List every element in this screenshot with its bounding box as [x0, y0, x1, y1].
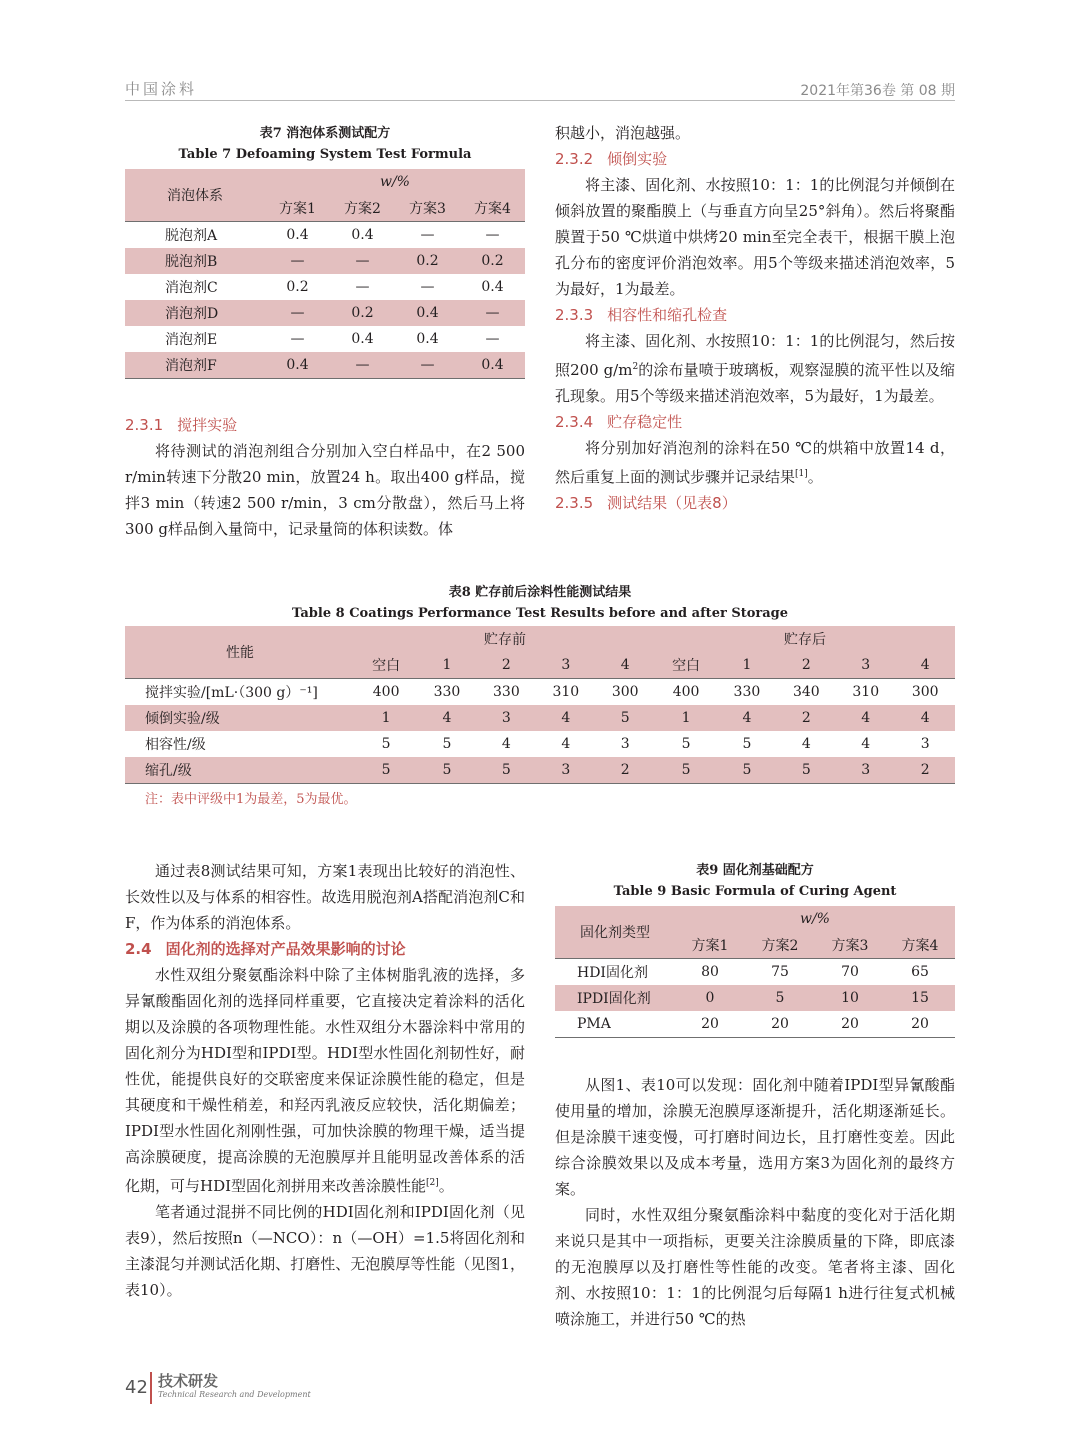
table8-group-after: 贮存后 [655, 626, 955, 652]
paragraph: 同时，水性双组分聚氨酯涂料中黏度的变化对于活化期来说只是其中一项指标，更要关注涂膜质量的下降，即底漆的无泡膜厚以及打磨性等性能的改变。笔者将主漆、固化剂、水按照10：1：1的比例混匀后每隔1 h进行往复式机械喷涂施工，并进行50 ℃的热 [555, 1206, 955, 1328]
table8-cell: 340 [792, 684, 820, 700]
table-row [125, 731, 955, 757]
table7-cell: — [265, 300, 330, 326]
section-title: 倾倒实验 [607, 150, 668, 168]
table9-row-label: IPDI固化剂 [555, 985, 675, 1011]
table-row [125, 248, 525, 274]
table7-row-label: 消泡剂D [125, 300, 265, 326]
table7-title-cn: 表7 消泡体系测试配方 [259, 126, 391, 141]
table9-col: 方案1 [675, 932, 745, 959]
table-row [125, 757, 955, 784]
table7-cell: 0.4 [351, 227, 374, 243]
section-2-3-5 [555, 490, 955, 516]
table7-cell: 0.2 [460, 248, 525, 274]
table8-note: 注：表中评级中1为最差，5为最优。 [145, 792, 357, 807]
footer-section-en: Technical Research and Development [158, 1390, 311, 1399]
table7-cell: 0.4 [460, 352, 525, 379]
footer-section-cn: 技术研发 [158, 1372, 219, 1390]
table8-cell: 5 [777, 757, 836, 784]
table-row [125, 274, 525, 300]
table8-cell: 4 [861, 736, 871, 752]
table9-block [555, 860, 955, 1038]
table8-row-header: 性能 [125, 626, 355, 679]
table7-cell: — [290, 331, 305, 347]
section-title: 贮存稳定性 [607, 413, 683, 431]
table8-cell: 4 [717, 705, 776, 731]
table7-col: 方案4 [460, 195, 525, 222]
section-number: 2.3.4 [555, 413, 594, 431]
table8-subcol: 3 [836, 652, 895, 679]
table7-title-en: Table 7 Defoaming System Test Formula [178, 147, 472, 162]
table7-cell: 0.4 [265, 352, 330, 379]
section-2-3-3 [555, 302, 955, 328]
table9-cell: 0 [675, 985, 745, 1011]
table-row [125, 705, 955, 731]
table9-cell: 65 [911, 964, 929, 980]
table8-cell: 2 [895, 757, 955, 784]
table8-block [125, 582, 955, 807]
table8-cell: 3 [536, 757, 595, 784]
table9-cell: 5 [745, 985, 815, 1011]
footer-divider [150, 1372, 152, 1404]
paragraph: 笔者通过混拼不同比例的HDI固化剂和IPDI固化剂（见表9），然后按照n（—NCO）：n（—OH）=1.5将固化剂和主漆混匀并测试活化期、打磨性、无泡膜厚等性能（见图1，表10）。 [125, 1203, 525, 1299]
table7-cell: — [485, 227, 500, 243]
section-title: 测试结果（见表8） [607, 494, 737, 512]
table8-cell: 5 [681, 736, 691, 752]
table7-cell: — [485, 331, 500, 347]
table8-cell: 300 [911, 684, 939, 700]
table8-cell: 330 [433, 684, 461, 700]
paragraph: 将主漆、固化剂、水按照10：1：1的比例混匀并倾倒在倾斜放置的聚酯膜上（与垂直方向呈25°斜角）。然后将聚酯膜置于50 ℃烘道中烘烤20 min至完全表干，根据干膜上泡孔分布的密度评价消泡效率。用5个等级来描述消泡效率，5为最好，1为最差。 [555, 176, 955, 298]
table9-col: 方案2 [745, 932, 815, 959]
issue-info: 2021年第36卷 第 08 期 [800, 83, 955, 99]
table7-row-label: 消泡剂E [165, 332, 218, 348]
table8-cell: 1 [655, 705, 717, 731]
section-2-3-2 [555, 146, 955, 172]
paragraph [555, 435, 955, 490]
table7-row-header: 消泡体系 [125, 169, 265, 222]
table7-block [125, 123, 525, 379]
table8-cell: 5 [717, 757, 776, 784]
paragraph: 积越小，消泡越强。 [555, 124, 691, 142]
text-run: 将主漆、固化剂、水按照10：1：1的比例混匀，然后按照200 g/m [555, 332, 955, 379]
table8-title-cn: 表8 贮存前后涂料性能测试结果 [448, 585, 632, 600]
text-run: 。 [438, 1177, 454, 1195]
table7-col: 方案3 [395, 195, 460, 222]
section-title: 搅拌实验 [177, 416, 238, 434]
table8-cell: 400 [672, 684, 700, 700]
table8-subcol: 2 [477, 652, 536, 679]
table7-cell: 0.2 [395, 248, 460, 274]
table7-row-label: 消泡剂F [125, 352, 265, 379]
table8-cell: 310 [852, 684, 880, 700]
table9-cell: 75 [771, 964, 789, 980]
table8-title-en: Table 8 Coatings Performance Test Results before and after Storage [291, 606, 789, 621]
table9-title-en: Table 9 Basic Formula of Curing Agent [613, 884, 897, 899]
section-number: 2.3.1 [125, 416, 164, 434]
table8-cell: 300 [611, 684, 639, 700]
paragraph: 从图1、表10可以发现：固化剂中随着IPDI型异氰酸酯使用量的增加，涂膜无泡膜厚逐渐提升，活化期逐渐延长。但是涂膜干速变慢，可打磨时间边长，且打磨性变差。因此综合涂膜效果以及成本考量，选用方案3为固化剂的最终方案。 [555, 1076, 955, 1198]
table8-subcol: 4 [596, 652, 655, 679]
text-run: 水性双组分聚氨酯涂料中除了主体树脂乳液的选择，多异氰酸酯固化剂的选择同样重要，它直接决定着涂料的活化期以及涂膜的各项物理性能。水性双组分木器涂料中常用的固化剂分为HDI型和IPDI型。HDI型水性固化剂韧性好，耐性优，能提供良好的交联密度来保证涂膜性能的稳定，但是其硬度和干燥性稍差，和羟丙乳液反应较快，活化期偏差；IPDI型水性固化剂刚性强，可加快涂膜的物理干燥，适当提高涂膜硬度，提高涂膜的无泡膜厚并且能明显改善体系的活化期，可与HDI型固化剂拼用来改善涂膜性能 [125, 966, 525, 1195]
table9-cell: 15 [885, 985, 955, 1011]
table9-row-label: HDI固化剂 [577, 965, 648, 981]
table8-cell: 5 [477, 757, 536, 784]
table8-row-label: 缩孔/级 [125, 757, 355, 784]
table7-cell: — [355, 279, 370, 295]
table7-row-label: 脱泡剂B [125, 248, 265, 274]
table8-cell: 330 [733, 684, 761, 700]
table-row [555, 959, 955, 986]
table9-cell: 20 [771, 1016, 789, 1032]
journal-name: 中国涂料 [125, 80, 198, 98]
table7-cell: 0.2 [286, 279, 309, 295]
table8-subcol: 空白 [355, 652, 417, 679]
table7-cell: — [330, 248, 395, 274]
section-number: 2.4 [125, 940, 152, 958]
table8 [125, 626, 955, 784]
section-2-3-4 [555, 409, 955, 435]
header-rule [125, 100, 955, 101]
table8-row-label: 相容性/级 [145, 737, 206, 753]
table7-cell: 0.2 [330, 300, 395, 326]
table8-cell: 3 [620, 736, 630, 752]
table8-cell: 2 [596, 757, 655, 784]
section-title: 相容性和缩孔检查 [607, 306, 728, 324]
table8-cell: 4 [536, 705, 595, 731]
table7-cell: 0.4 [481, 279, 504, 295]
table8-cell: 1 [355, 705, 417, 731]
left-bottom-text [125, 858, 525, 1303]
table8-cell: 310 [552, 684, 580, 700]
table7-cell: 0.4 [351, 331, 374, 347]
text-run: 将分别加好消泡剂的涂料在50 ℃的烘箱中放置14 d，然后重复上面的测试步骤并记录结果 [555, 439, 955, 486]
table8-cell: 3 [920, 736, 930, 752]
text-run: 的涂布量喷于玻璃板，观察湿膜的流平性以及缩孔现象。用5个等级来描述消泡效率，5为最好，1为最差。 [555, 361, 955, 405]
table8-cell: 4 [801, 736, 811, 752]
table9-cell: 20 [911, 1016, 929, 1032]
right-bottom-text [555, 1072, 955, 1332]
table7-cell: — [330, 352, 395, 379]
table7-cell: 0.4 [416, 331, 439, 347]
table-row [555, 1011, 955, 1038]
table8-cell: 5 [742, 736, 752, 752]
table9-row-label: PMA [577, 1016, 611, 1032]
table7-cell: 0.4 [395, 300, 460, 326]
paragraph [555, 328, 955, 409]
section-number: 2.3.2 [555, 150, 594, 168]
table-row [125, 352, 525, 379]
table8-cell: 5 [355, 757, 417, 784]
table7-cell: — [460, 300, 525, 326]
table9-cell: 20 [841, 1016, 859, 1032]
table8-cell: 400 [372, 684, 400, 700]
table-row [125, 300, 525, 326]
table9 [555, 906, 955, 1038]
table9-row-header: 固化剂类型 [555, 906, 675, 959]
citation: [2] [426, 1178, 439, 1188]
table8-row-label: 搅拌实验/[mL·（300 g）⁻¹] [145, 685, 318, 701]
table8-cell: 3 [477, 705, 536, 731]
table8-cell: 4 [561, 736, 571, 752]
section-number: 2.3.3 [555, 306, 594, 324]
paragraph [125, 962, 525, 1199]
table9-col: 方案3 [815, 932, 885, 959]
table8-cell: 4 [417, 705, 476, 731]
table-row [125, 222, 525, 249]
table7-row-label: 脱泡剂A [165, 228, 218, 244]
citation: [1] [795, 469, 808, 479]
table7-cell: 0.4 [286, 227, 309, 243]
superscript: 2 [632, 362, 639, 372]
section-2-3-1 [125, 412, 525, 438]
right-top-text [555, 120, 955, 516]
table-row [125, 326, 525, 352]
table8-cell: 2 [777, 705, 836, 731]
section-2-4 [125, 936, 525, 962]
section-number: 2.3.5 [555, 494, 594, 512]
table9-title-cn: 表9 固化剂基础配方 [696, 863, 814, 878]
table8-cell: 3 [836, 757, 895, 784]
section-title: 固化剂的选择对产品效果影响的讨论 [165, 940, 406, 958]
table7-cell: — [265, 248, 330, 274]
table8-subcol: 2 [777, 652, 836, 679]
table8-cell: 5 [442, 736, 452, 752]
paragraph: 将待测试的消泡剂组合分别加入空白样品中，在2 500 r/min转速下分散20 min，放置24 h。取出400 g样品，搅拌3 min（转速2 500 r/min，3 cm分散盘），然后马上将300 g样品倒入量筒中，记录量筒的体积读数。体 [125, 442, 525, 538]
table8-cell: 5 [655, 757, 717, 784]
table7-col: 方案2 [330, 195, 395, 222]
table7 [125, 169, 525, 379]
table9-cell: 10 [815, 985, 885, 1011]
table8-cell: 4 [895, 705, 955, 731]
table9-cell: 80 [701, 964, 719, 980]
table8-subcol: 4 [895, 652, 955, 679]
table9-col-group: w/% [675, 906, 955, 932]
table7-cell: — [420, 227, 435, 243]
table8-cell: 330 [493, 684, 520, 700]
table9-cell: 70 [841, 964, 859, 980]
table8-subcol: 空白 [655, 652, 717, 679]
page-number: 42 [125, 1377, 148, 1398]
table7-cell: — [420, 279, 435, 295]
table9-cell: 20 [701, 1016, 719, 1032]
table7-row-label: 消泡剂C [165, 280, 218, 296]
table8-group-before: 贮存前 [355, 626, 655, 652]
table7-cell: — [395, 352, 460, 379]
table8-cell: 4 [501, 736, 511, 752]
table7-col-group: w/% [265, 169, 525, 195]
table8-cell: 4 [836, 705, 895, 731]
table8-cell: 5 [381, 736, 391, 752]
text-run: 。 [807, 468, 823, 486]
table8-row-label: 倾倒实验/级 [125, 705, 355, 731]
left-top-text [125, 412, 525, 542]
table8-subcol: 1 [717, 652, 776, 679]
table9-col: 方案4 [885, 932, 955, 959]
paragraph: 通过表8测试结果可知，方案1表现出比较好的消泡性、长效性以及与体系的相容性。故选用脱泡剂A搭配消泡剂C和F，作为体系的消泡体系。 [125, 862, 525, 932]
table8-cell: 5 [417, 757, 476, 784]
table-row [125, 679, 955, 706]
table8-subcol: 3 [536, 652, 595, 679]
table8-cell: 5 [596, 705, 655, 731]
table-row [555, 985, 955, 1011]
table7-col: 方案1 [265, 195, 330, 222]
table8-subcol: 1 [417, 652, 476, 679]
